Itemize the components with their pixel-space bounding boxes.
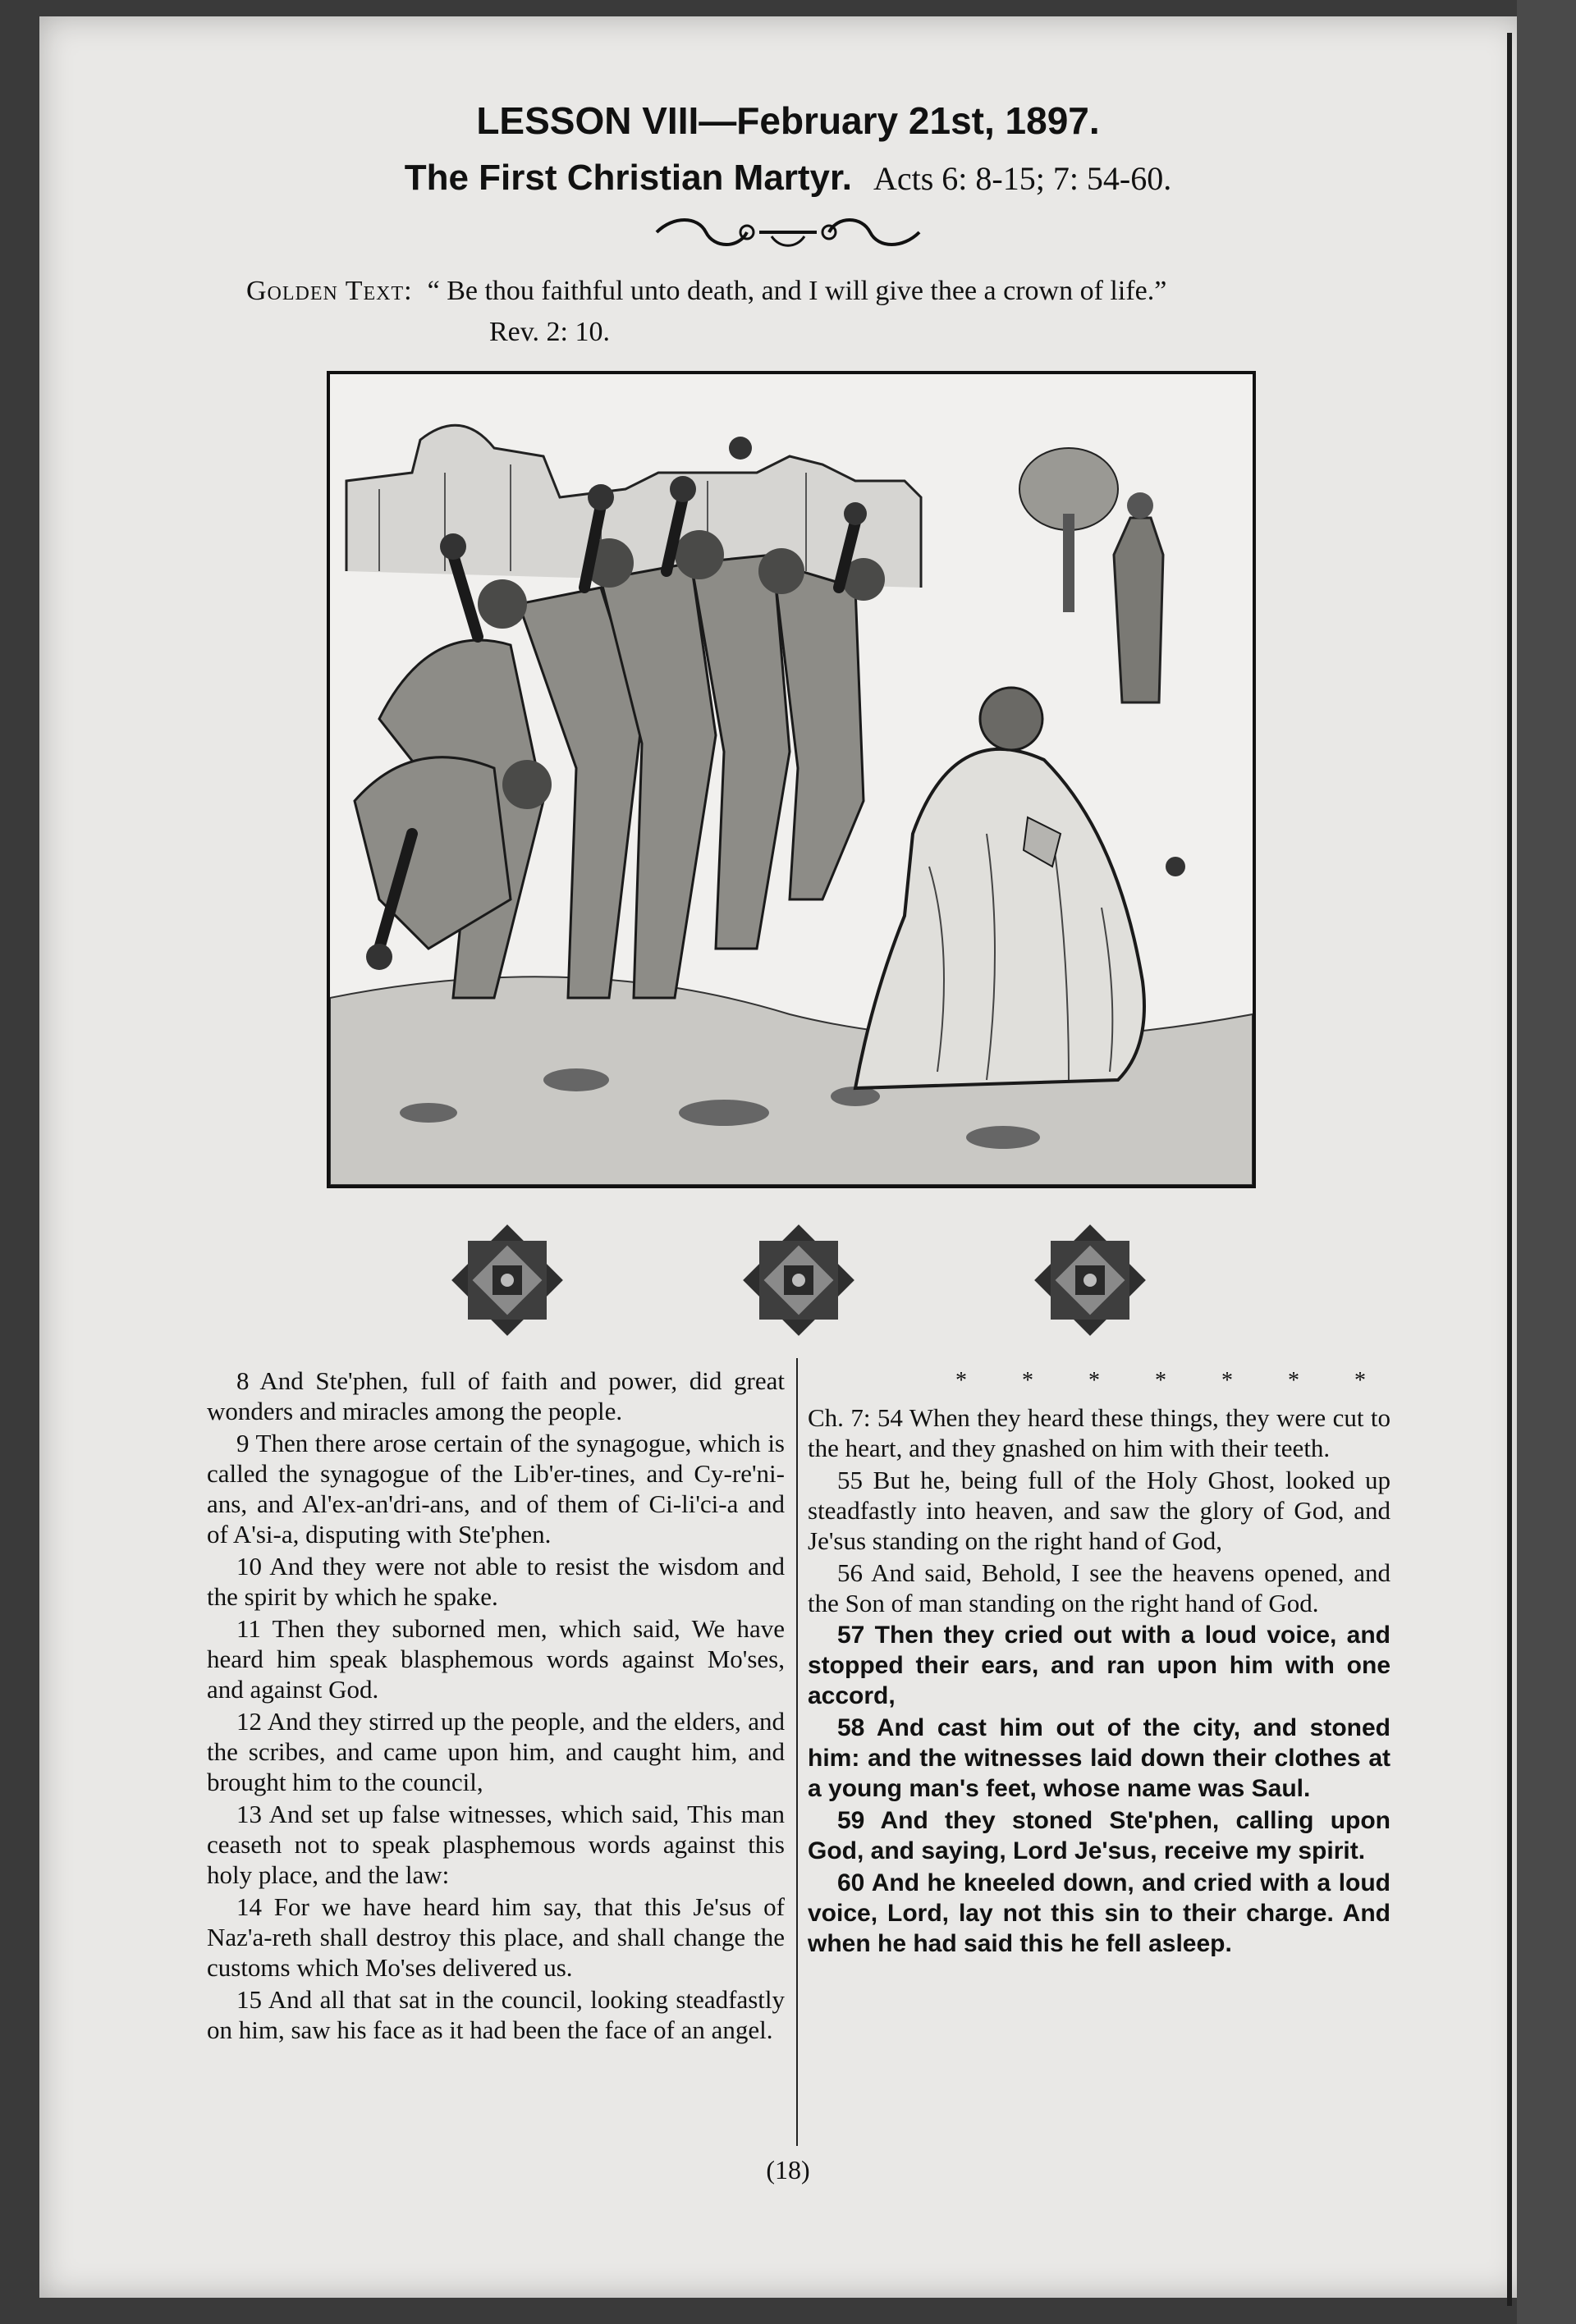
golden-text: [246, 271, 1338, 353]
scripture-reference: Acts 6: 8-15; 7: 54-60.: [873, 160, 1172, 197]
asterisk-separator: * * * * * * *: [955, 1368, 1390, 1393]
column-divider: [796, 1358, 798, 2146]
lesson-title: LESSON VIII—February 21st, 1897.: [476, 99, 1100, 142]
verse: 15 And all that sat in the council, looking steadfastly on him, saw his face as it had been the face of an angel.: [207, 1985, 785, 2044]
verse: 14 For we have heard him say, that this Je'sus of Naz'a-reth shall destroy this place, and shall change the customs which Mo'ses delivered us.: [207, 1892, 785, 1982]
verse: 11 Then they suborned men, which said, We have heard him speak blasphemous words against Mo'ses, and against God.: [207, 1614, 785, 1704]
book-spine: [1517, 0, 1576, 2324]
verse: 9 Then there arose certain of the synagogue, which is called the synagogue of the Lib'er-tines, and Cy-re'ni-ans, and Al'ex-an'dri-ans, and of them of Ci-li'ci-a and of A'si-a, disputing with Ste'phen.: [207, 1429, 785, 1549]
verse: 56 And said, Behold, I see the heavens opened, and the Son of man standing on the right hand of God.: [808, 1558, 1390, 1617]
verse: 12 And they stirred up the people, and the elders, and the scribes, and came upon him, and caught him, and brought him to the council,: [207, 1707, 785, 1796]
stoning-of-stephen-illustration: [327, 371, 1256, 1188]
scripture-column-right: [808, 1366, 1390, 1960]
star-ornament-icon: [1034, 1224, 1146, 1336]
verse-bold: 57 Then they cried out with a loud voice, and stopped their ears, and ran upon him with one accord,: [808, 1622, 1390, 1709]
star-ornaments: [450, 1223, 1148, 1338]
verse-bold: 58 And cast him out of the city, and stoned him: and the witnesses laid down their clothes at a young man's feet, whose name was Saul.: [808, 1714, 1390, 1802]
verse: 10 And they were not able to resist the wisdom and the spirit by which he spake.: [207, 1552, 785, 1611]
golden-text-reference: Rev. 2: 10.: [489, 317, 611, 347]
verse: 8 And Ste'phen, full of faith and power, did great wonders and miracles among the people.: [207, 1366, 785, 1425]
golden-text-label: Golden Text:: [246, 276, 413, 306]
binding-edge: [1507, 33, 1512, 2306]
lesson-subtitle: [0, 158, 1576, 199]
lesson-heading: The First Christian Martyr.: [404, 158, 852, 198]
verse: 13 And set up false witnesses, which said, This man ceaseth not to speak plasphemous words against this holy place, and the law:: [207, 1800, 785, 1889]
verse: Ch. 7: 54 When they heard these things, they were cut to the heart, and they gnashed on him with their teeth.: [808, 1403, 1390, 1462]
engraving-icon: [330, 374, 1253, 1185]
scroll-ornament-icon: [648, 212, 928, 253]
verse-bold: 59 And they stoned Ste'phen, calling upon God, and saying, Lord Je'sus, receive my spirit.: [808, 1807, 1390, 1864]
page-number: (18): [766, 2155, 810, 2184]
star-ornament-icon: [743, 1224, 854, 1336]
scripture-column-left: [207, 1366, 785, 2047]
golden-text-quote: “ Be thou faithful unto death, and I will give thee a crown of life.”: [427, 276, 1167, 306]
verse-bold: 60 And he kneeled down, and cried with a loud voice, Lord, lay not this sin to their charge. And when he had said this he fell asleep.: [808, 1869, 1390, 1957]
verse: 55 But he, being full of the Holy Ghost, looked up steadfastly into heaven, and saw the glory of God, and Je'sus standing on the right hand of God,: [808, 1466, 1390, 1555]
star-ornament-icon: [451, 1224, 563, 1336]
